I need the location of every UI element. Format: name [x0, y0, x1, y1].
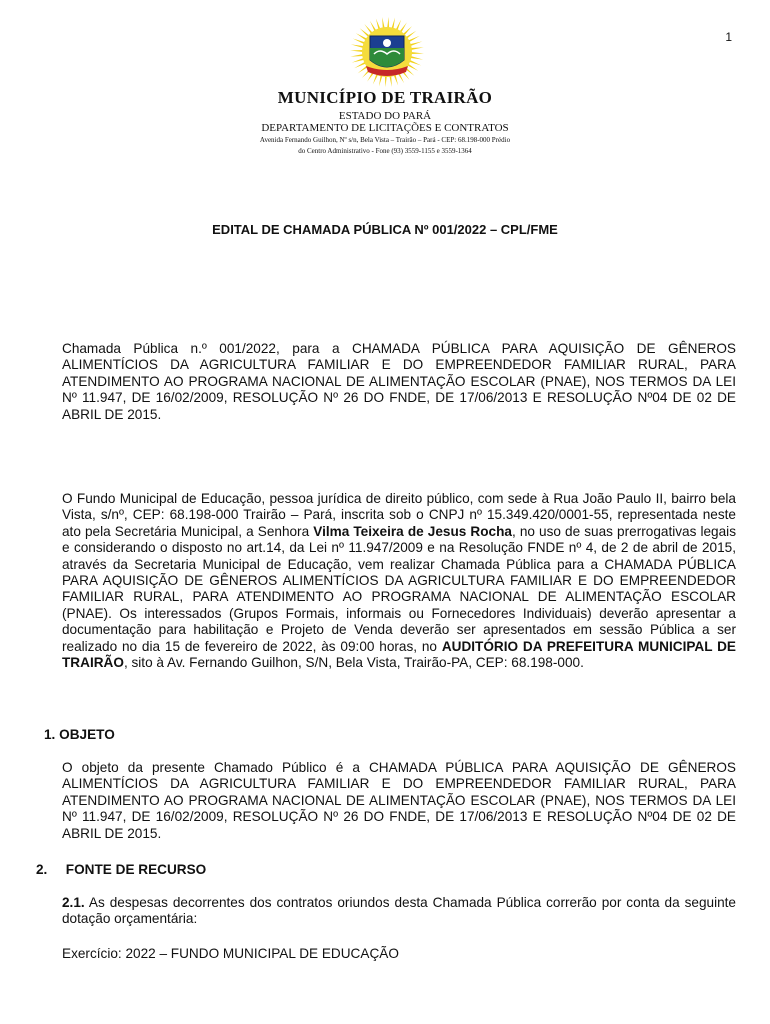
seal-ray: [410, 56, 423, 60]
address-line-1: Avenida Fernando Guilhon, Nº s/n, Bela Vista – Trairão – Pará - CEP: 68.198-000 Prédio: [259, 136, 511, 144]
budget-exercise: Exercício: 2022 – FUNDO MUNICIPAL DE EDUCAÇÃO: [62, 946, 399, 961]
secretary-name: Vilma Teixeira de Jesus Rocha: [313, 523, 512, 539]
department-name: DEPARTAMENTO DE LICITAÇÕES E CONTRATOS: [261, 122, 509, 134]
section-2-number: 2.: [36, 862, 48, 877]
section-1-heading: [44, 727, 115, 742]
section-1-number: 1.: [44, 727, 56, 742]
seal-ray: [350, 54, 363, 57]
section-1-title: OBJETO: [59, 727, 115, 742]
body-text-part-2: , no uso de suas prerrogativas legais e considerando o disposto no art.14, da Lei nº 11.947/2009 e na Resolução FNDE nº 4, de 2 de abril de 2015, através da Secretaria Municipal de Educação, vem realizar Chamada Pública para a CHAMADA PÚBLICA PARA AQUISIÇÃO DE GÊNEROS ALIMENTÍCIOS DA AGRICULTURA FAMILIAR E DO EMPREENDEDOR FAMILIAR RURAL, PARA ATENDIMENTO AO PROGRAMA NACIONAL DE ALIMENTAÇÃO ESCOLAR (PNAE). Os interessados (Grupos Formais, informais ou Fornecedores Individuais) deverão apresentar a documentação para habilitação e Projeto de Venda deverão ser apresentados em sessão Pública a ser realizado no dia 15 de fevereiro de 2022, às 09:00 horas, no: [62, 523, 736, 654]
letterhead: [0, 88, 770, 156]
section-2-1-text: As despesas decorrentes dos contratos oriundos desta Chamada Pública correrão por conta da seguinte dotação orçamentária:: [62, 895, 736, 927]
body-paragraph: [62, 491, 736, 671]
section-1-text: O objeto da presente Chamado Público é a CHAMADA PÚBLICA PARA AQUISIÇÃO DE GÊNEROS ALIMENTÍCIOS DA AGRICULTURA FAMILIAR E DO EMPREENDEDOR FAMILIAR RURAL, PARA ATENDIMENTO AO PROGRAMA NACIONAL DE ALIMENTAÇÃO ESCOLAR (PNAE), NOS TERMOS DA LEI Nº 11.947, DE 16/02/2009, RESOLUÇÃO Nº 26 DO FNDE, DE 17/06/2013 E RESOLUÇÃO Nº04 DE 02 DE ABRIL DE 2015.: [62, 760, 736, 841]
seal-ray: [409, 60, 421, 66]
intro-paragraph: Chamada Pública n.º 001/2022, para a CHAMADA PÚBLICA PARA AQUISIÇÃO DE GÊNEROS ALIMENTÍCIOS DA AGRICULTURA FAMILIAR E DO EMPREENDEDOR FAMILIAR RURAL, PARA ATENDIMENTO AO PROGRAMA NACIONAL DE ALIMENTAÇÃO ESCOLAR (PNAE), NOS TERMOS DA LEI Nº 11.947, DE 16/02/2009, RESOLUÇÃO Nº 26 DO FNDE, DE 17/06/2013 E RESOLUÇÃO Nº04 DE 02 DE ABRIL DE 2015.: [62, 341, 736, 422]
seal-ray: [352, 58, 365, 63]
seal-ray: [411, 47, 424, 50]
body-text-part-1: O Fundo Municipal de Educação, pessoa jurídica de direito público, com sede à Rua João Paulo II, bairro bela Vista, s/nº, CEP: 68.198-000 Trairão – Pará, inscrita sob o CNPJ nº 15.349.420/0001-55, representada neste ato pela Secretária Municipal, a Senhora: [62, 491, 736, 539]
seal-ray: [411, 52, 424, 54]
municipal-seal-icon: [344, 14, 430, 90]
document-title: EDITAL DE CHAMADA PÚBLICA Nº 001/2022 – CPL/FME: [212, 222, 558, 237]
page-number: 1: [725, 30, 732, 44]
seal-ray: [353, 39, 365, 45]
section-2-1-number: 2.1.: [62, 895, 85, 910]
seal-ray: [410, 41, 423, 46]
section-2-title: FONTE DE RECURSO: [65, 862, 207, 877]
section-2-1-paragraph: [62, 895, 736, 928]
venue-name: AUDITÓRIO DA PREFEITURA MUNICIPAL DE TRAIRÃO: [62, 638, 736, 671]
state-name: ESTADO DO PARÁ: [338, 110, 432, 122]
municipality-title: MUNICÍPIO DE TRAIRÃO: [277, 88, 493, 107]
seal-ray: [351, 44, 364, 48]
body-text-part-3: , sito à Av. Fernando Guilhon, S/N, Bela Vista, Trairão-PA, CEP: 68.198-000.: [123, 655, 584, 671]
section-2-heading: [36, 862, 206, 877]
address-line-2: do Centro Administrativo - Fone (93) 3559-1155 e 3559-1364: [298, 147, 472, 155]
seal-ray: [350, 50, 363, 52]
